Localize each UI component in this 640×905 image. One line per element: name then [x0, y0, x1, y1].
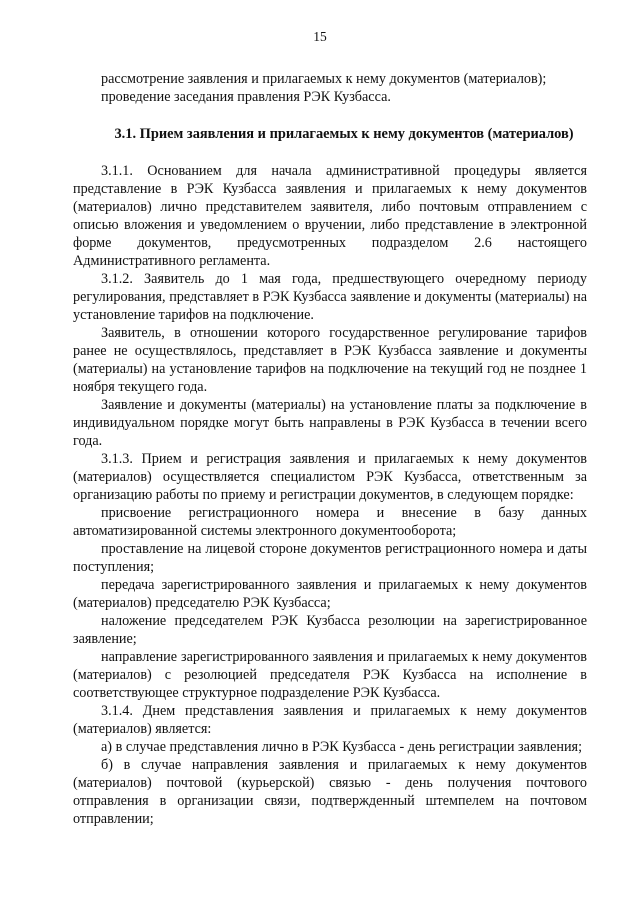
paragraph: Заявление и документы (материалы) на установление платы за подключение в индивидуальном порядке могут быть направлены в РЭК Кузбасса в течении всего года. — [73, 397, 587, 449]
list-item: наложение председателем РЭК Кузбасса резолюции на зарегистрированное заявление; — [73, 613, 587, 647]
paragraph: 3.1.1. Основанием для начала административной процедуры является представление в РЭК Кузбасса заявления и прилагаемых к нему документов (материалов) лично представителем заявителя, либо почтовым отправлением с описью вложения и уведомлением о вручении, либо представление в электронной форме документов, предусмотренных подразделом 2.6 настоящего Административного регламента. — [73, 163, 587, 269]
section-heading: 3.1. Прием заявления и прилагаемых к нему документов (материалов) — [114, 126, 574, 142]
page-number: 15 — [313, 29, 327, 44]
list-item: проставление на лицевой стороне документов регистрационного номера и даты поступления; — [73, 541, 587, 575]
list-item: а) в случае представления лично в РЭК Кузбасса - день регистрации заявления; — [101, 739, 583, 755]
paragraph: Заявитель, в отношении которого государственное регулирование тарифов ранее не осуществлялось, представляет в РЭК Кузбасса заявление и документы (материалы) на установление тарифов на подключение на текущий год не позднее 1 ноября текущего года. — [73, 325, 587, 395]
paragraph: 3.1.2. Заявитель до 1 мая года, предшествующего очередному периоду регулирования, представляет в РЭК Кузбасса заявление и документы (материалы) на установление тарифов на подключение. — [73, 271, 587, 323]
list-item: направление зарегистрированного заявления и прилагаемых к нему документов (материалов) с резолюцией председателя РЭК Кузбасса на исполнение в соответствующее структурное подразделение РЭК Кузбасса. — [73, 649, 587, 701]
document-body — [73, 70, 587, 828]
paragraph: 3.1.3. Прием и регистрация заявления и прилагаемых к нему документов (материалов) осуществляется специалистом РЭК Кузбасса, ответственным за организацию работы по приему и регистрации документов, в следующем порядке: — [73, 451, 587, 503]
intro-line: проведение заседания правления РЭК Кузбасса. — [101, 89, 391, 105]
list-item: передача зарегистрированного заявления и прилагаемых к нему документов (материалов) председателю РЭК Кузбасса; — [73, 577, 587, 611]
list-item: б) в случае направления заявления и прилагаемых к нему документов (материалов) почтовой (курьерской) связью - день получения почтового отправления в организации связи, подтвержденный штемпелем на почтовом отправлении; — [73, 757, 587, 827]
list-item: присвоение регистрационного номера и внесение в базу данных автоматизированной системы электронного документооборота; — [73, 505, 587, 539]
intro-line: рассмотрение заявления и прилагаемых к нему документов (материалов); — [101, 71, 547, 87]
paragraph: 3.1.4. Днем представления заявления и прилагаемых к нему документов (материалов) является: — [73, 703, 587, 737]
